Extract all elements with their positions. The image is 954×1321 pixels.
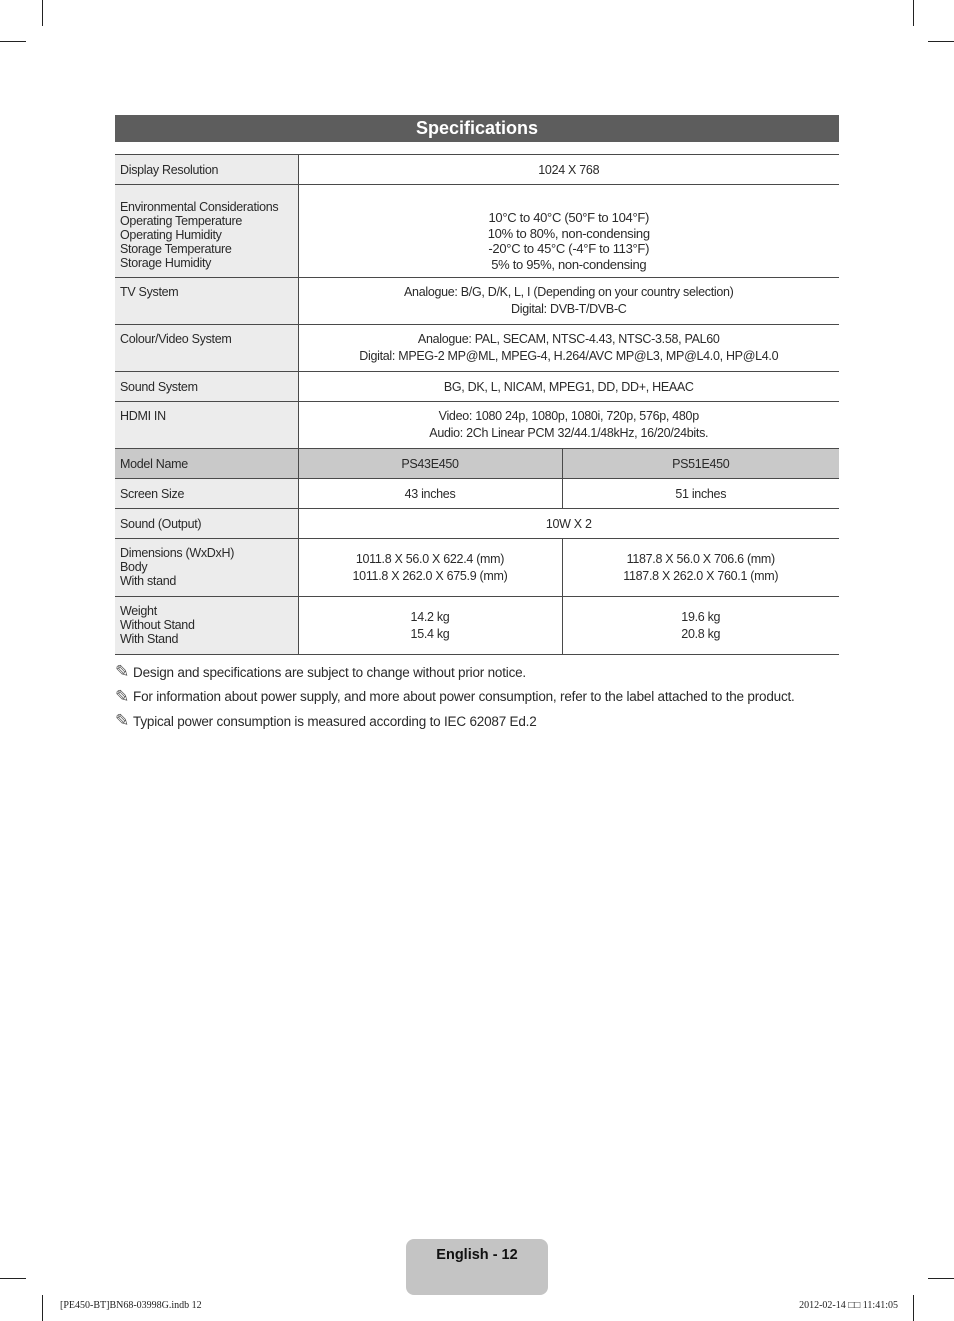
table-row: [115, 185, 839, 278]
dimensions-a: 1011.8 X 56.0 X 622.4 (mm) 1011.8 X 262.0 X 675.9 (mm): [298, 539, 562, 597]
crop-mark: [42, 0, 43, 26]
pencil-note-icon: ✎: [115, 686, 130, 706]
row-value: 10°C to 40°C (50°F to 104°F) 10% to 80%, non-condensing -20°C to 45°C (-4°F to 113°F) 5% to 95%, non-condensing: [298, 185, 839, 278]
crop-mark: [928, 41, 954, 42]
row-value: BG, DK, L, NICAM, MPEG1, DD, DD+, HEAAC: [298, 372, 839, 402]
row-value: 10W X 2: [298, 509, 839, 539]
row-label: Weight Without Stand With Stand: [115, 597, 298, 655]
crop-mark: [913, 1295, 914, 1321]
table-row: [115, 539, 839, 597]
row-label: HDMI IN: [115, 402, 298, 449]
row-label: TV System: [115, 278, 298, 325]
crop-mark: [0, 1278, 26, 1279]
row-label: Screen Size: [115, 479, 298, 509]
pencil-note-icon: ✎: [115, 662, 130, 682]
pencil-note-icon: ✎: [115, 711, 130, 731]
section-title-text: Specifications: [415, 118, 539, 138]
table-row: [115, 509, 839, 539]
table-row: [115, 278, 839, 325]
crop-mark: [42, 1295, 43, 1321]
weight-b: 19.6 kg 20.8 kg: [562, 597, 839, 655]
spec-table: [115, 154, 839, 655]
table-row: [115, 402, 839, 449]
page-number: English - 12: [436, 1247, 518, 1263]
row-label: Display Resolution: [115, 155, 298, 185]
note-item: ✎ For information about power supply, and more about power consumption, refer to the label attached to the product.: [115, 686, 795, 706]
screen-a: 43 inches: [298, 479, 562, 509]
crop-mark: [913, 0, 914, 26]
table-row: [115, 449, 839, 479]
table-row: [115, 155, 839, 185]
footer-file-info: [PE450-BT]BN68-03998G.indb 12: [60, 1300, 202, 1311]
table-row: [115, 372, 839, 402]
row-value: Analogue: B/G, D/K, L, I (Depending on your country selection) Digital: DVB-T/DVB-C: [298, 278, 839, 325]
weight-a: 14.2 kg 15.4 kg: [298, 597, 562, 655]
section-title: [115, 115, 839, 142]
page-number-tab: [406, 1239, 548, 1295]
screen-b: 51 inches: [562, 479, 839, 509]
row-label: Colour/Video System: [115, 325, 298, 372]
table-row: [115, 479, 839, 509]
row-label: Model Name: [115, 449, 298, 479]
row-label: Environmental Considerations Operating Temperature Operating Humidity Storage Temperature Storage Humidity: [115, 185, 298, 278]
model-a: PS43E450: [298, 449, 562, 479]
table-row: [115, 325, 839, 372]
crop-mark: [0, 41, 26, 42]
row-label: Dimensions (WxDxH) Body With stand: [115, 539, 298, 597]
table-row: [115, 597, 839, 655]
row-label: Sound (Output): [115, 509, 298, 539]
note-item: ✎ Design and specifications are subject to change without prior notice.: [115, 662, 526, 682]
footer-timestamp: 2012-02-14 □□ 11:41:05: [799, 1300, 898, 1311]
notes-list: [115, 660, 855, 734]
row-value: Analogue: PAL, SECAM, NTSC-4.43, NTSC-3.58, PAL60 Digital: MPEG-2 MP@ML, MPEG-4, H.264/AVC MP@L3, MP@L4.0, HP@L4.0: [298, 325, 839, 372]
row-value: 1024 X 768: [298, 155, 839, 185]
dimensions-b: 1187.8 X 56.0 X 706.6 (mm) 1187.8 X 262.0 X 760.1 (mm): [562, 539, 839, 597]
note-item: ✎ Typical power consumption is measured according to IEC 62087 Ed.2: [115, 711, 537, 731]
row-value: Video: 1080 24p, 1080p, 1080i, 720p, 576p, 480p Audio: 2Ch Linear PCM 32/44.1/48kHz, 16/20/24bits.: [298, 402, 839, 449]
model-b: PS51E450: [562, 449, 839, 479]
crop-mark: [928, 1278, 954, 1279]
row-label: Sound System: [115, 372, 298, 402]
